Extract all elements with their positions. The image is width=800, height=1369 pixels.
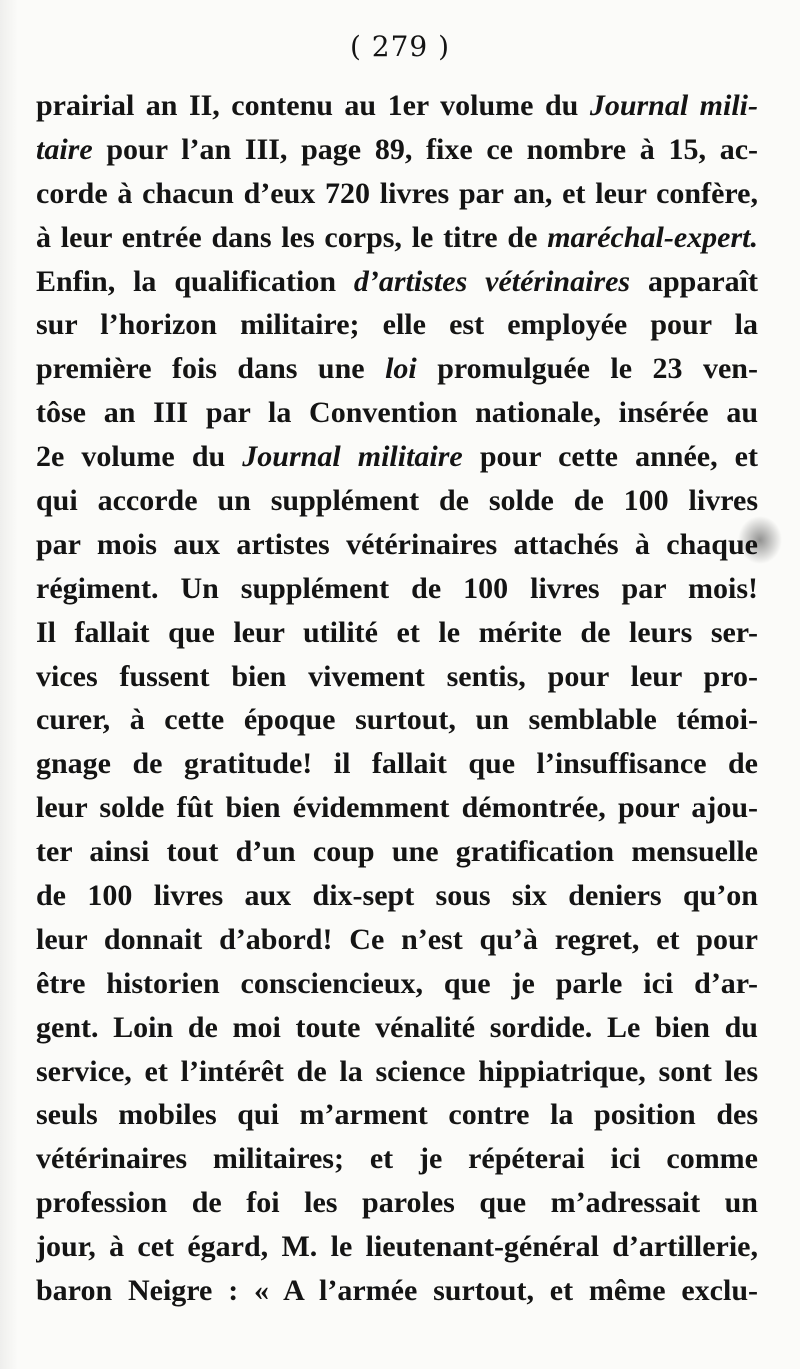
- text-line: [36, 260, 758, 304]
- text-line: [36, 830, 758, 874]
- text-line: [36, 84, 758, 128]
- text-segment: d’artistes vétérinaires: [353, 264, 631, 298]
- text-line: [36, 655, 758, 699]
- text-segment: corde à chacun d’eux 720 livres par an, et leur confère,: [36, 176, 758, 210]
- text-segment: Journal militaire: [242, 440, 463, 474]
- text-segment: à leur entrée dans les corps, le titre de: [36, 220, 548, 254]
- text-line: [36, 303, 758, 347]
- text-line: [36, 1269, 758, 1313]
- text-segment: baron Neigre : « A l’armée surtout, et même exclu-: [36, 1274, 758, 1308]
- text-segment: taire: [36, 132, 93, 166]
- text-segment: apparaît: [630, 264, 758, 298]
- text-line: [36, 347, 758, 391]
- text-segment: maréchal-expert.: [547, 220, 758, 254]
- text-line: [36, 216, 758, 260]
- text-segment: 2e volume du: [36, 440, 243, 474]
- text-segment: régiment. Un supplément de 100 livres par mois!: [36, 571, 758, 605]
- text-line: [36, 874, 758, 918]
- text-segment: ter ainsi tout d’un coup une gratification mensuelle: [36, 835, 758, 869]
- text-line: [36, 1225, 758, 1269]
- text-line: [36, 1050, 758, 1094]
- text-segment: Enfin, la qualification: [36, 264, 354, 298]
- text-segment: loi: [385, 352, 417, 386]
- text-segment: Journal mili-: [589, 89, 758, 122]
- text-segment: gent. Loin de moi toute vénalité sordide. Le bien du: [36, 1010, 758, 1044]
- text-segment: leur solde fût bien évidemment démontrée, pour ajou-: [36, 791, 758, 825]
- text-line: [36, 698, 758, 742]
- body-text: [36, 84, 758, 1313]
- text-line: [36, 128, 758, 172]
- text-line: [36, 1137, 758, 1181]
- text-line: [36, 567, 758, 611]
- text-segment: être historien consciencieux, que je parle ici d’ar-: [36, 966, 758, 1000]
- page-number: ( 279 ): [349, 30, 451, 63]
- text-line: [36, 742, 758, 786]
- text-line: [36, 172, 758, 216]
- text-segment: vétérinaires militaires; et je répéterai ici comme: [36, 1142, 758, 1176]
- text-line: [36, 1006, 758, 1050]
- text-line: [36, 918, 758, 962]
- text-segment: vices fussent bien vivement sentis, pour leur pro-: [36, 659, 758, 693]
- text-segment: profession de foi les paroles que m’adressait un: [36, 1186, 758, 1220]
- text-line: [36, 786, 758, 830]
- text-segment: jour, à cet égard, M. le lieutenant-général d’artillerie,: [36, 1230, 758, 1264]
- text-segment: curer, à cette époque surtout, un semblable témoi-: [36, 703, 758, 737]
- text-segment: par mois aux artistes vétérinaires attachés à chaque: [36, 527, 758, 561]
- text-segment: sur l’horizon militaire; elle est employée pour la: [36, 308, 758, 342]
- text-segment: Il fallait que leur utilité et le mérite de leurs ser-: [36, 615, 758, 649]
- text-line: [36, 962, 758, 1006]
- text-segment: pour l’an III, page 89, fixe ce nombre à 15, ac-: [92, 132, 758, 166]
- text-segment: prairial an II, contenu au 1er volume du: [36, 89, 590, 122]
- text-segment: gnage de gratitude! il fallait que l’insuffisance de: [36, 747, 758, 781]
- text-segment: qui accorde un supplément de solde de 100 livres: [36, 484, 758, 518]
- text-line: [36, 391, 758, 435]
- text-line: [36, 1181, 758, 1225]
- text-segment: leur donnait d’abord! Ce n’est qu’à regret, et pour: [36, 922, 758, 956]
- text-segment: seuls mobiles qui m’arment contre la position des: [36, 1098, 758, 1132]
- text-segment: de 100 livres aux dix-sept sous six deniers qu’on: [36, 879, 758, 913]
- text-line: [36, 435, 758, 479]
- text-line: [36, 479, 758, 523]
- text-segment: service, et l’intérêt de la science hippiatrique, sont les: [36, 1054, 758, 1088]
- text-line: [36, 1093, 758, 1137]
- text-segment: pour cette année, et: [462, 440, 758, 474]
- text-line: [36, 523, 758, 567]
- text-line: [36, 611, 758, 655]
- text-segment: promulguée le 23 ven-: [416, 352, 758, 386]
- text-segment: première fois dans une: [36, 352, 386, 386]
- text-segment: tôse an III par la Convention nationale, insérée au: [36, 396, 758, 430]
